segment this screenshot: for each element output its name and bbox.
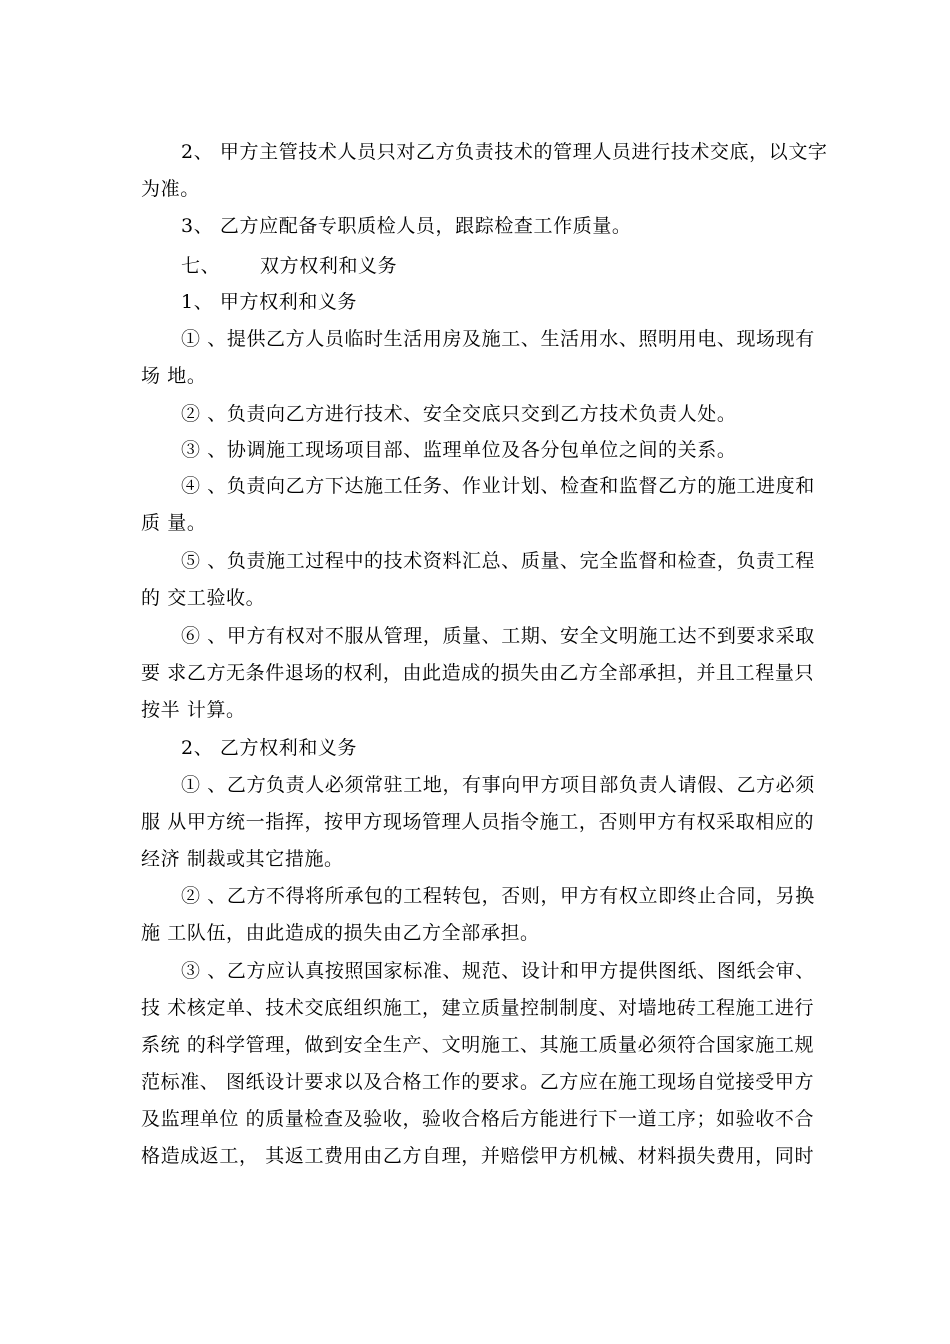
text-line: ② 、乙方不得将所承包的工程转包，否则，甲方有权立即终止合同，另换 — [181, 885, 815, 907]
text-line: 3、 乙方应配备专职质检人员，跟踪检查工作质量。 — [181, 215, 632, 237]
subsection-heading-text: 1、 甲方权利和义务 — [181, 291, 358, 313]
party-a-item-4 — [141, 468, 813, 542]
text-line: 范标准、 图纸设计要求以及合格工作的要求。乙方应在施工现场自觉接受甲方 — [141, 1071, 815, 1093]
text-line: ① 、乙方负责人必须常驻工地，有事向甲方项目部负责人请假、乙方必须 — [181, 774, 815, 796]
party-a-item-5 — [141, 543, 813, 617]
text-line: 系统 的科学管理，做到安全生产、文明施工、其施工质量必须符合国家施工规 — [141, 1034, 815, 1056]
section-7-heading — [141, 248, 813, 285]
text-line: ⑤ 、负责施工过程中的技术资料汇总、质量、完全监督和检查，负责工程 — [181, 550, 815, 572]
text-line: ④ 、负责向乙方下达施工任务、作业计划、检查和监督乙方的施工进度和 — [181, 475, 815, 497]
text-line: 为准。 — [141, 178, 200, 200]
subsection-1-heading — [141, 284, 813, 321]
text-line: 的 交工验收。 — [141, 587, 266, 609]
party-b-item-2 — [141, 878, 813, 952]
text-line: ⑥ 、甲方有权对不服从管理，质量、工期、安全文明施工达不到要求采取 — [181, 625, 815, 647]
party-a-item-2 — [141, 396, 813, 433]
text-line: 服 从甲方统一指挥，按甲方现场管理人员指令施工，否则甲方有权采取相应的 — [141, 811, 815, 833]
text-line: 质 量。 — [141, 512, 207, 534]
party-b-item-3 — [141, 953, 813, 1175]
subsection-heading-text: 2、 乙方权利和义务 — [181, 737, 358, 759]
text-line: 场 地。 — [141, 365, 207, 387]
text-line: ① 、提供乙方人员临时生活用房及施工、生活用水、照明用电、现场现有 — [181, 328, 815, 350]
section-heading-text: 七、 双方权利和义务 — [181, 255, 398, 277]
party-a-item-1 — [141, 321, 813, 395]
text-line: 施 工队伍，由此造成的损失由乙方全部承担。 — [141, 922, 540, 944]
text-line: ③ 、协调施工现场项目部、监理单位及各分包单位之间的关系。 — [181, 439, 737, 461]
clause-2-technical-briefing — [141, 134, 828, 208]
text-line: 及监理单位 的质量检查及验收，验收合格后方能进行下一道工序；如验收不合 — [141, 1108, 815, 1130]
text-line: 格造成返工， 其返工费用由乙方自理，并赔偿甲方机械、材料损失费用，同时 — [141, 1145, 815, 1167]
text-line: 技 术核定单、技术交底组织施工，建立质量控制制度、对墙地砖工程施工进行 — [141, 997, 815, 1019]
text-line: ③ 、乙方应认真按照国家标准、规范、设计和甲方提供图纸、图纸会审、 — [181, 960, 815, 982]
party-b-item-1 — [141, 767, 813, 878]
party-a-item-3 — [141, 432, 813, 469]
text-line: 经济 制裁或其它措施。 — [141, 848, 344, 870]
subsection-2-heading — [141, 730, 813, 767]
clause-3-quality-inspector — [141, 208, 813, 245]
text-line: ② 、负责向乙方进行技术、安全交底只交到乙方技术负责人处。 — [181, 403, 737, 425]
text-line: 要 求乙方无条件退场的权利，由此造成的损失由乙方全部承担，并且工程量只 — [141, 662, 815, 684]
party-a-item-6 — [141, 618, 813, 729]
text-line: 2、 甲方主管技术人员只对乙方负责技术的管理人员进行技术交底，以文字 — [181, 141, 828, 163]
text-line: 按半 计算。 — [141, 699, 246, 721]
